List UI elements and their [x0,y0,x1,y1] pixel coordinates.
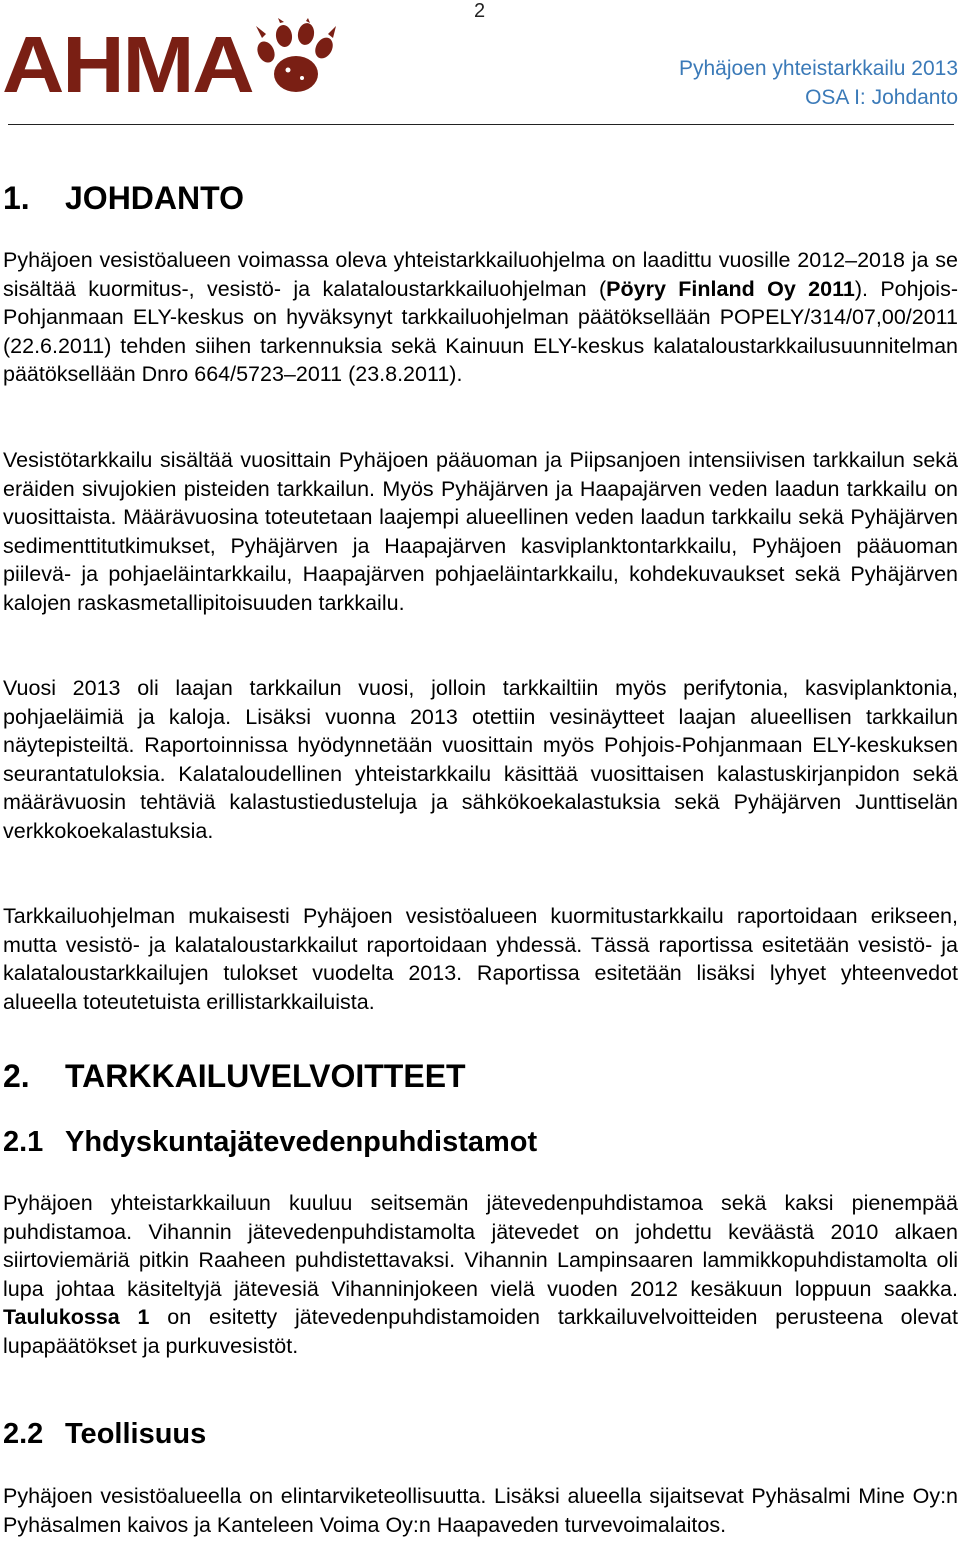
paragraph-vuosi-2013: Vuosi 2013 oli laajan tarkkailun vuosi, jolloin tarkkailtiin myös perifytonia, kasviplanktonia, pohjaeläimiä ja kaloja. Lisäksi vuonna 2013 otettiin vesinäytteet laajan alueellisen tarkkailun näytepisteiltä. Raportoinnissa hyödynnetään vuosittain myös Pohjois-Pohjanmaan ELY-keskuksen seurantatuloksia. Kalataloudellinen yhteistarkkailu käsittää vuosittaisen kalastuskirjanpidon sekä määrävuosin tehtäviä kalastustiedusteluja ja sähkökoekalastuksia sekä Pyhäjärven Junttiselän verkkokoekalastuksia. [3,676,958,843]
heading-title: Yhdyskuntajätevedenpuhdistamot [65,1126,538,1158]
heading-title: TARKKAILUVELVOITTEET [65,1058,466,1094]
table-reference-bold: Taulukossa 1 [3,1305,150,1330]
logo-wordmark: AHMA [2,20,253,109]
heading-number: 2. [3,1058,30,1094]
header-divider [8,124,954,125]
page-number: 2 [474,0,486,22]
heading-number: 2.2 [3,1418,44,1450]
heading-title: Teollisuus [65,1418,207,1450]
paragraph-raportointi: Tarkkailuohjelman mukaisesti Pyhäjoen vesistöalueen kuormitustarkkailu raportoidaan erikseen, mutta vesistö- ja kalataloustarkkailut raportoidaan yhdessä. Tässä raportissa esitetään vesistö- ja kalataloustarkkailujen tulokset vuodelta 2013. Raportissa esitetään lisäksi lyhyet yhteenvedot alueella toteutetuista erillistarkkailuista. [3,904,958,1014]
paragraph-vesistotarkkailu: Vesistötarkkailu sisältää vuosittain Pyhäjoen pääuoman ja Piipsanjoen intensiivisen tarkkailun sekä eräiden sivujokien pisteiden tarkkailun. Myös Pyhäjärven ja Haapajärven veden laadun tarkkailu on vuosittaista. Määrävuosina toteutetaan laajempi alueellinen veden laadun tarkkailu sekä Pyhäjärven sedimenttitutkimukset, Pyhäjärven ja Haapajärven kasviplanktontarkkailu, Pyhäjoen pääuoman piilevä- ja pohjaeläintarkkailu, Haapajärven pohjaeläintarkkailu, kohdekuvaukset sekä Pyhäjärven kalojen raskasmetallipitoisuuden tarkkailu. [3,448,958,615]
paw-print-icon [250,18,336,104]
heading-title: JOHDANTO [65,180,244,216]
paragraph-teollisuus: Pyhäjoen vesistöalueella on elintarviketeollisuutta. Lisäksi alueella sijaitsevat Pyhäsalmi Mine Oy:n Pyhäsalmen kaivos ja Kanteleen Voima Oy:n Haapaveden turvevoimalaitos. [3,1484,958,1537]
ahma-logo [2,20,332,109]
running-header [679,54,958,112]
paragraph-puhdistamot: Pyhäjoen yhteistarkkailuun kuuluu seitsemän jätevedenpuhdistamoa sekä kaksi pienempää puhdistamoa. Vihannin jätevedenpuhdistamolta jätevedet on johdettu keväästä 2010 alkaen siirtoviemäriä pitkin Raaheen puhdistettavaksi. Vihannin Lampinsaaren lammikkopuhdistamolta oli lupa johtaa käsiteltyjä jätevesiä Vihanninjokeen vielä vuoden 2012 kesäkuun loppuun saakka. Taulukossa 1 on esitetty jätevedenpuhdistamoiden tarkkailuvelvoitteiden perusteena olevat lupapäätökset ja purkuvesistöt. [3,1191,958,1358]
heading-2-1 [3,1126,537,1159]
header-part-title: OSA I: Johdanto [805,86,958,109]
heading-2-2 [3,1418,206,1451]
heading-number: 1. [3,180,30,216]
heading-1 [3,180,244,217]
paragraph-intro: Pyhäjoen vesistöalueen voimassa oleva yhteistarkkailuohjelma on laadittu vuosille 2012–2018 ja se sisältää kuormitus-, vesistö- ja kalataloustarkkailuohjelman (Pöyry Finland Oy 2011). Pohjois-Pohjanmaan ELY-keskus on hyväksynyt tarkkailuohjelman päätöksellään POPELY/314/07,00/2011 (22.6.2011) tehden siihen tarkennuksia sekä Kainuun ELY-keskus kalataloustarkkailusuunnitelman päätöksellään Dnro 664/5723–2011 (23.8.2011). [3,248,958,387]
citation-bold: Pöyry Finland Oy 2011 [606,276,855,301]
header-report-title: Pyhäjoen yhteistarkkailu 2013 [678,57,958,80]
heading-2 [3,1058,466,1095]
heading-number: 2.1 [3,1126,44,1158]
